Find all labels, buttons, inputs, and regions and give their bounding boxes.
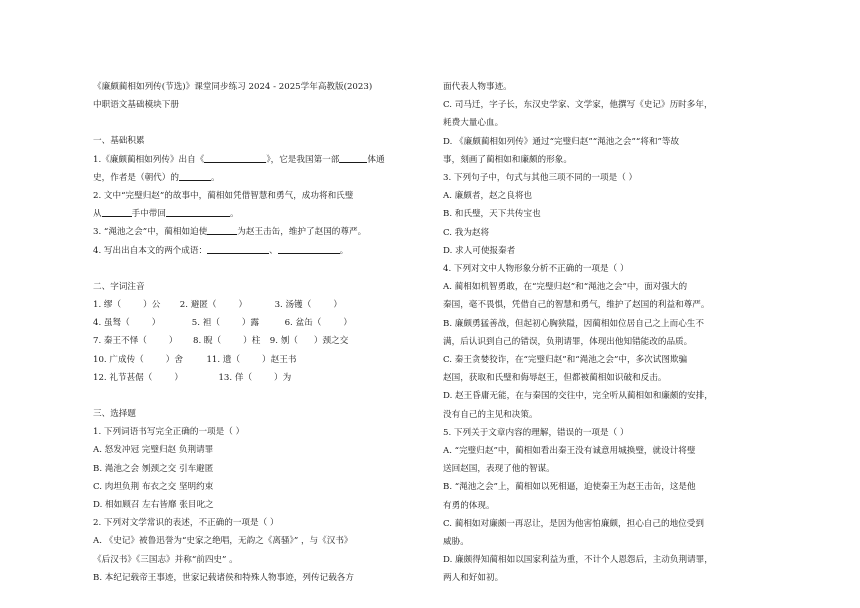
choice-option[interactable]: A. 廉颇者，赵之良将也 bbox=[443, 191, 533, 202]
choice-option-cont: 赵国，获取和氏璧和侮辱赵王，但都被蔺相如识破和反击。 bbox=[443, 373, 667, 384]
q-text: 从 bbox=[93, 209, 102, 220]
choice-option-cont: 有勇的体现。 bbox=[443, 500, 495, 511]
choice-question-3: 3. 下列句子中，句式与其他三项不同的一项是（ ） bbox=[443, 173, 638, 184]
choice-option[interactable]: B. “渑池之会”上，蔺相如以死相逼，迫使秦王为赵王击缶，这是他 bbox=[443, 482, 696, 493]
choice-option-cont: 满，后认识到自己的错误，负荆请罪，体现出他知错能改的品质。 bbox=[443, 336, 693, 347]
pinyin-item: ）露 bbox=[241, 318, 260, 329]
choice-option[interactable]: D. 相如顾召 左右皆靡 张目叱之 bbox=[93, 500, 214, 511]
header-title: 《廉颇蔺相如列传(节选)》课堂同步练习 2024 - 2025学年高教版(2023) bbox=[93, 82, 373, 92]
pinyin-item: 4. 虽驽（ bbox=[93, 318, 130, 329]
pinyin-item: ） bbox=[174, 372, 183, 383]
question-1-3 bbox=[93, 223, 423, 241]
answer-blank[interactable] bbox=[204, 152, 266, 163]
pinyin-row-4 bbox=[93, 351, 423, 369]
choice-option-cont: 没有自己的主见和决策。 bbox=[443, 409, 538, 420]
answer-blank[interactable] bbox=[207, 224, 237, 235]
choice-option[interactable]: C. 蔺相如对廉颇一再忍让，是因为他害怕廉颇，担心自己的地位受到 bbox=[443, 518, 704, 529]
pinyin-item: ） bbox=[151, 318, 161, 329]
choice-question-4: 4. 下列对文中人物形象分析不正确的一项是（ ） bbox=[443, 264, 629, 275]
choice-option[interactable]: A. 《史记》被鲁迅誉为“史家之绝唱，无韵之《离骚》” ，与《汉书》 bbox=[93, 536, 353, 547]
section-basic-title: 一、基础积累 bbox=[93, 136, 145, 147]
choice-option[interactable]: C. 我为赵将 bbox=[443, 227, 490, 238]
pinyin-item: ）赵王书 bbox=[262, 354, 297, 365]
q-text: 。 bbox=[339, 245, 349, 256]
pinyin-item: 6. 盆缶（ bbox=[284, 318, 322, 329]
section-choice-title: 三、选择题 bbox=[93, 409, 136, 420]
pinyin-item: ） bbox=[168, 336, 178, 347]
q-text: 3. “渑池之会”中，蔺相如迫使 bbox=[93, 227, 208, 238]
header-subtitle: 中职语文基础模块下册 bbox=[93, 100, 179, 111]
pinyin-item: 7. 秦王不怿（ bbox=[93, 336, 147, 347]
pinyin-item: 13. 佯（ bbox=[218, 372, 253, 383]
pinyin-item: 2. 避匿（ bbox=[179, 300, 217, 311]
q-text: 体通 bbox=[367, 154, 385, 165]
pinyin-row-5 bbox=[93, 369, 423, 387]
choice-question-1: 1. 下列词语书写完全正确的一项是（ ） bbox=[93, 427, 245, 438]
pinyin-item: 10. 广成传（ bbox=[93, 354, 144, 365]
choice-option-cont: 两人和好如初。 bbox=[443, 573, 504, 584]
right-column bbox=[443, 78, 780, 588]
q-text: 1.《廉颇蔺相如列传》出自《 bbox=[93, 154, 205, 165]
q-text: 、 bbox=[269, 245, 278, 256]
q-text: 为赵王击缶，维护了赵国的尊严。 bbox=[237, 227, 367, 238]
answer-blank[interactable] bbox=[102, 206, 132, 217]
pinyin-item: ）柱 bbox=[243, 336, 261, 347]
pinyin-item: 9. 刎（ bbox=[269, 336, 298, 347]
choice-option-cont: 事，刻画了蔺相如和廉颇的形象。 bbox=[443, 154, 572, 165]
choice-question-2: 2. 下列对文学常识的表述，不正确的一项是（ ） bbox=[93, 518, 279, 529]
pinyin-row-2 bbox=[93, 314, 423, 332]
pinyin-item: ）舍 bbox=[165, 354, 183, 365]
choice-option-cont: 《后汉书》《三国志》并称“前四史” 。 bbox=[93, 554, 238, 565]
choice-option[interactable]: B. 本纪记载帝王事迹，世家记载诸侯和特殊人物事迹，列传记载各方 bbox=[93, 572, 354, 583]
choice-option[interactable]: C. 肉坦负荆 布衣之交 坚明约束 bbox=[93, 481, 214, 492]
pinyin-item: 12. 礼节甚倨（ bbox=[93, 372, 153, 383]
choice-option-cont: 耗费大量心血。 bbox=[443, 118, 504, 129]
answer-blank[interactable] bbox=[339, 152, 367, 163]
choice-option-cont: 威胁。 bbox=[443, 537, 469, 548]
question-1-1 bbox=[93, 151, 423, 169]
choice-question-5: 5. 下列关于文章内容的理解，错误的一项是（ ） bbox=[443, 427, 629, 438]
pinyin-row-1 bbox=[93, 296, 423, 314]
answer-blank[interactable] bbox=[166, 206, 230, 217]
choice-option[interactable]: B. 廉颇勇猛善战，但起初心胸狭隘，因蔺相如位居自己之上而心生不 bbox=[443, 318, 704, 329]
choice-option[interactable]: A. 怒发冲冠 完璧归赵 负荆请罪 bbox=[93, 445, 214, 456]
choice-option[interactable]: B. 渑池之会 刎颈之交 引车避匿 bbox=[93, 463, 214, 474]
answer-blank[interactable] bbox=[278, 243, 340, 254]
choice-option[interactable]: D. 赵王昏庸无能，在与秦国的交往中，完全听从蔺相如和廉颇的安排， bbox=[443, 391, 713, 402]
pinyin-item: 1. 缪（ bbox=[93, 300, 122, 311]
choice-option-cont: 送回赵国，表现了他的智谋。 bbox=[443, 464, 555, 475]
choice-option[interactable]: B. 和氏璧，天下共传宝也 bbox=[443, 209, 541, 220]
pinyin-item: 11. 遗（ bbox=[206, 354, 241, 365]
choice-option[interactable]: C. 司马迁，字子长，东汉史学家、文学家，他撰写《史记》历时多年， bbox=[443, 100, 713, 111]
choice-option[interactable]: D. 廉颇得知蔺相如以国家利益为重，不计个人恩怨后，主动负荆请罪， bbox=[443, 555, 713, 566]
question-1-2: 2. 文中“完璧归赵”的故事中，蔺相如凭借智慧和勇气，成功将和氏璧 bbox=[93, 191, 354, 202]
choice-option[interactable]: C. 秦王贪婪狡诈，在“完璧归赵”和“渑池之会”中，多次试图欺骗 bbox=[443, 355, 688, 366]
section-pinyin-title: 二、字词注音 bbox=[93, 281, 145, 292]
pinyin-item: ）颈之交 bbox=[313, 336, 349, 347]
choice-option[interactable]: A. 蔺相如机智勇敢，在“完璧归赵”和“渑池之会”中，面对强大的 bbox=[443, 282, 688, 293]
choice-option-cont: 秦国，毫不畏惧，凭借自己的智慧和勇气，维护了赵国的利益和尊严。 bbox=[443, 300, 710, 311]
q-text: 》，它是我国第一部 bbox=[266, 154, 340, 165]
q-text: 。 bbox=[210, 172, 220, 183]
q-text: 手中带回 bbox=[131, 209, 166, 220]
answer-blank[interactable] bbox=[179, 170, 211, 181]
left-column bbox=[93, 78, 423, 587]
question-1-1-cont bbox=[93, 169, 423, 187]
pinyin-item: ） bbox=[333, 300, 342, 311]
choice-option[interactable]: D. 《廉颇蔺相如列传》通过“完璧归赵”“渑池之会”“将和”等故 bbox=[443, 136, 680, 147]
pinyin-item: 3. 汤镬（ bbox=[274, 300, 312, 311]
choice-option[interactable]: A. “完璧归赵”中，蔺相如看出秦王没有诚意用城换璧，就设计将璧 bbox=[443, 446, 696, 457]
pinyin-item: ）为 bbox=[274, 372, 292, 383]
pinyin-item: 8. 睨（ bbox=[192, 336, 222, 347]
q-text: 。 bbox=[230, 209, 239, 220]
pinyin-item: 5. 袒（ bbox=[191, 318, 220, 329]
q-text: 4. 写出出自本文的两个成语： bbox=[93, 245, 208, 256]
question-1-4 bbox=[93, 242, 423, 260]
question-1-2-cont bbox=[93, 205, 423, 223]
pinyin-item: ） bbox=[238, 300, 248, 311]
pinyin-row-3 bbox=[93, 332, 423, 350]
choice-option[interactable]: D. 求人可使报秦者 bbox=[443, 245, 516, 256]
q-text: 史，作者是（朝代）的 bbox=[93, 172, 179, 183]
pinyin-item: ） bbox=[343, 318, 352, 329]
pinyin-item: ）公 bbox=[143, 300, 161, 311]
choice-option-cont: 面代表人物事迹。 bbox=[443, 82, 512, 92]
answer-blank[interactable] bbox=[207, 243, 269, 254]
